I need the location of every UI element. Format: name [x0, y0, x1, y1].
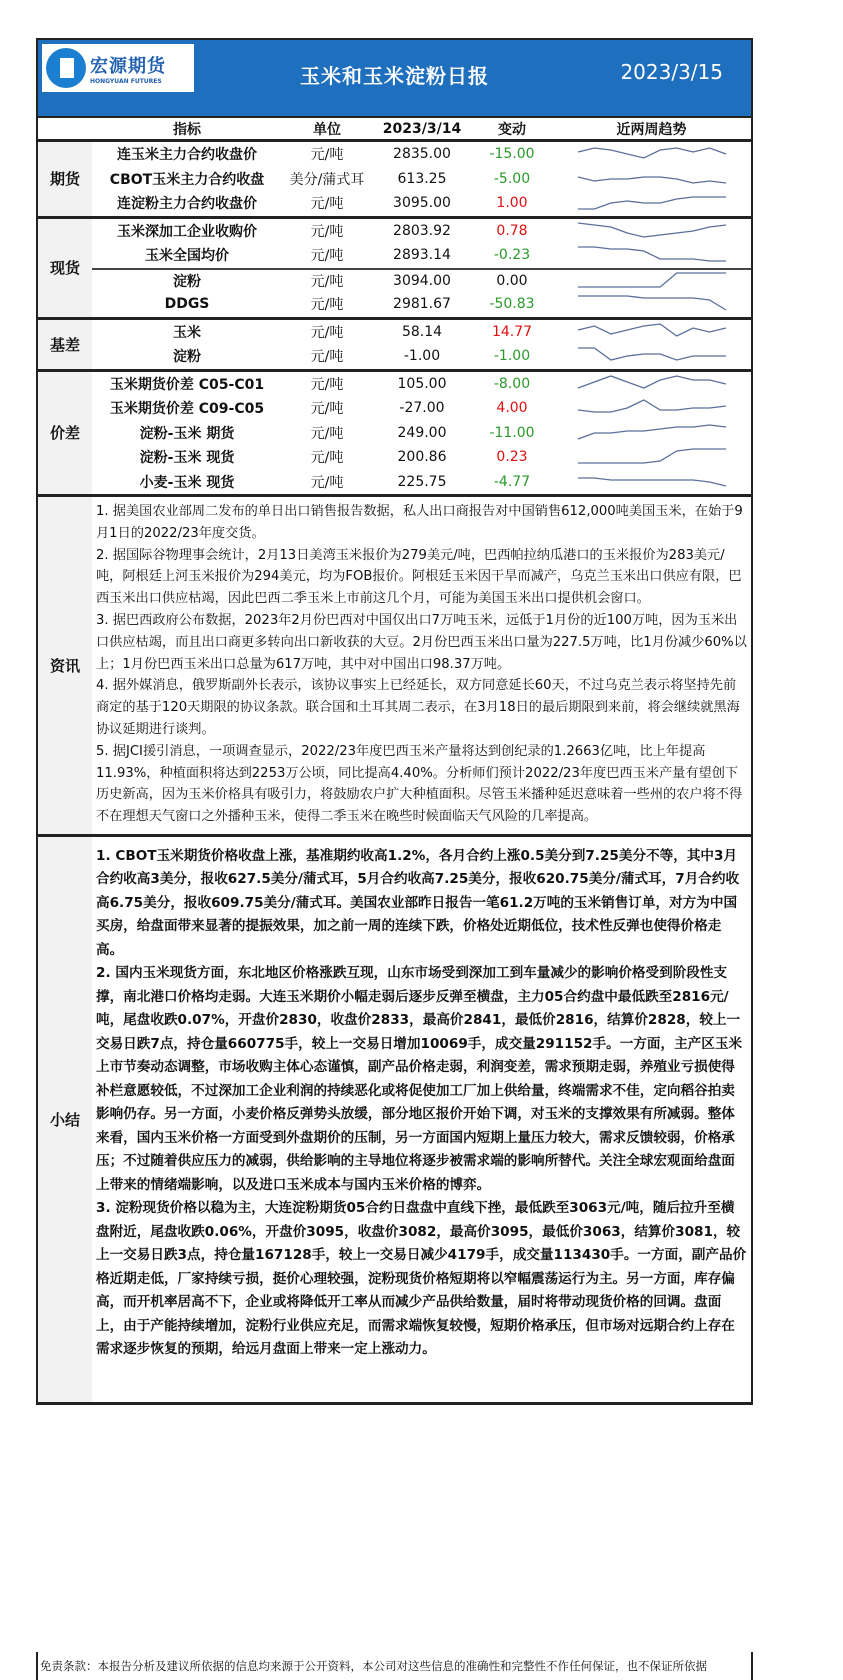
col-unit: 单位 [313, 121, 341, 138]
summary-paragraph: 2. 国内玉米现货方面，东北地区价格涨跌互现，山东市场受到深加工到车量减少的影响价格受到阶段性支撑，南北港口价格均走弱。大连玉米期价小幅走弱后逐步反弹至横盘，主力05合约盘中最低跌至2816元/吨，尾盘收跌0.07%，开盘价2830，收盘价2833，最高价2841，最低价2816，结算价2828，较上一交易日跌7点，持仓量660775手，较上一交易日增加10069手，成交量291152手。一方面，主产区玉米上市节奏动态调整，市场收购主体心态谨慎，副产品价格走弱，利润变差，需求预期走弱，养殖业亏损使得补栏意愿较低，不过深加工企业利润的持续恶化或将促使加工厂加上供给量，终端需求不佳，定向稻谷拍卖影响仍存。另一方面，小麦价格反弹势头放缓，部分地区报价开始下调，对玉米的支撑效果有所减弱。整体来看，国内玉米价格一方面受到外盘期价的压制，另一方面国内短期上量压力较大，需求反馈较弱，价格承压；不过随着供应压力的减弱，供给影响的主导地位将逐步被需求端的影响所替代。关注全球宏观面给盘面上带来的情绪端影响，以及进口玉米成本与国内玉米价格的博弈。 [96, 965, 743, 1193]
trend-sparkline [577, 343, 727, 365]
change: 0.00 [496, 272, 528, 289]
trend-sparkline [577, 444, 727, 466]
unit: 元/吨 [310, 349, 344, 366]
trend-sparkline [577, 268, 727, 290]
change: -11.00 [489, 424, 535, 441]
trend-line [578, 247, 726, 261]
value: 2981.67 [393, 296, 451, 313]
table-row [92, 421, 751, 446]
table-row [92, 191, 751, 216]
indicator-name: 玉米 [173, 324, 201, 341]
unit: 元/吨 [310, 297, 344, 314]
trend-line [578, 148, 726, 158]
section-3 [38, 372, 751, 498]
table-row [92, 142, 751, 167]
section-label: 现货 [38, 219, 92, 317]
change: -50.83 [489, 296, 535, 313]
summary-section [38, 837, 751, 1405]
indicator-name: 玉米深加工企业收购价 [117, 223, 257, 240]
indicator-name: 淀粉 [173, 273, 201, 290]
change: -1.00 [493, 348, 531, 365]
indicator-name: 玉米全国均价 [145, 248, 229, 265]
news-paragraph: 1. 据美国农业部周二发布的单日出口销售报告数据，私人出口商报告对中国销售612,000吨美国玉米，在始于9月1日的2022/23年度交货。 [96, 504, 743, 541]
unit: 元/吨 [310, 147, 344, 164]
indicator-name: 玉米期货价差 C05-C01 [109, 376, 265, 393]
section-label: 价差 [38, 372, 92, 495]
news-label: 资讯 [38, 497, 92, 834]
trend-line [578, 425, 726, 439]
trend-sparkline [577, 291, 727, 313]
col-trend: 近两周趋势 [616, 121, 687, 138]
table-row [92, 219, 751, 244]
trend-line [578, 296, 726, 310]
value: 200.86 [397, 449, 447, 466]
indicator-name: 连玉米主力合约收盘价 [117, 147, 257, 164]
trend-sparkline [577, 166, 727, 188]
change: -4.77 [493, 473, 531, 490]
report-header [38, 38, 751, 116]
trend-sparkline [577, 420, 727, 442]
logo-name: 宏源期货 [90, 55, 166, 77]
trend-line [578, 348, 726, 360]
news-section [38, 497, 751, 837]
table-header [38, 116, 751, 142]
unit: 元/吨 [310, 450, 344, 467]
section-label: 基差 [38, 320, 92, 369]
unit: 美分/蒲式耳 [289, 171, 365, 188]
table-row [92, 372, 751, 397]
trend-sparkline [577, 242, 727, 264]
value: 613.25 [397, 170, 447, 187]
indicator-name: 连淀粉主力合约收盘价 [117, 196, 257, 213]
unit: 元/吨 [310, 376, 344, 393]
trend-line [578, 400, 726, 412]
table-row [92, 243, 751, 268]
section-label: 期货 [38, 142, 92, 216]
table-row [92, 292, 751, 317]
value: 3095.00 [393, 195, 451, 212]
table-row [92, 320, 751, 345]
report-title: 玉米和玉米淀粉日报 [300, 64, 489, 88]
indicator-name: 淀粉-玉米 现货 [139, 450, 235, 467]
trend-line [578, 324, 726, 336]
unit: 元/吨 [310, 196, 344, 213]
value: 249.00 [397, 424, 447, 441]
trend-line [578, 376, 726, 388]
trend-sparkline [577, 395, 727, 417]
section-0 [38, 142, 751, 219]
unit: 元/吨 [310, 425, 344, 442]
disclaimer: 免责条款：本报告分析及建议所依据的信息均来源于公开资料，本公司对这些信息的准确性和完整性不作任何保证，也不保证所依据 [36, 1652, 753, 1680]
table-row [92, 167, 751, 192]
value: 105.00 [397, 375, 447, 392]
logo-name-en: HONGYUAN FUTURES [90, 77, 162, 85]
news-paragraph: 4. 据外媒消息，俄罗斯副外长表示，该协议事实上已经延长，双方同意延长60天，不过乌克兰表示将坚持先前商定的基于120天期限的协议条款。联合国和土耳其周二表示，在3月18日的最后期限到来前，将会继续就黑海协议延期进行谈判。 [96, 678, 740, 737]
unit: 元/吨 [310, 324, 344, 341]
trend-sparkline [577, 218, 727, 240]
trend-line [578, 478, 726, 486]
indicator-name: DDGS [164, 296, 210, 313]
change: 4.00 [496, 400, 528, 417]
section-2 [38, 320, 751, 372]
news-paragraph: 2. 据国际谷物理事会统计，2月13日美湾玉米报价为279美元/吨，巴西帕拉纳瓜港口的玉米报价为283美元/吨，阿根廷上河玉米报价为294美元，均为FOB报价。阿根廷玉米因干旱而减产，乌克兰玉米出口供应有限，巴西玉米出口供应枯竭，因此巴西二季玉米上市前这几个月，可能为美国玉米出口提供机会窗口。 [96, 547, 742, 607]
table-row [92, 396, 751, 421]
summary-paragraph: 3. 淀粉现货价格以稳为主，大连淀粉期货05合约日盘盘中直线下挫，最低跌至3063元/吨，随后拉升至横盘附近，尾盘收跌0.06%，开盘价3095，收盘价3082，最高价3095，最低价3063，结算价3081，较上一交易日跌3点，持仓量167128手，较上一交易日减少4179手，成交量113430手。一方面，副产品价格近期走低，厂家持续亏损，挺价心理较强，淀粉现货价格短期将以窄幅震荡运行为主。另一方面，库存偏高，而开机率居高不下，企业或将降低开工率从而减少产品供给数量，届时将带动现货价格的回调。盘面上，由于产能持续增加，淀粉行业供应充足，而需求端恢复较慢，短期价格承压，但市场对远期合约上存在需求逐步恢复的预期，给远月盘面上带来一定上涨动力。 [96, 1200, 747, 1358]
table-row [92, 445, 751, 470]
trend-line [578, 197, 726, 209]
trend-sparkline [577, 371, 727, 393]
change: -8.00 [493, 375, 531, 392]
trend-line [578, 223, 726, 237]
indicator-name: CBOT玉米主力合约收盘 [109, 171, 265, 188]
table-row [92, 470, 751, 495]
company-logo [42, 44, 194, 92]
table-row [92, 344, 751, 369]
change: 0.78 [496, 222, 528, 239]
unit: 元/吨 [310, 273, 344, 290]
col-indicator: 指标 [173, 121, 201, 138]
change: 1.00 [496, 195, 528, 212]
indicator-name: 淀粉 [173, 349, 201, 366]
change: -0.23 [493, 247, 531, 264]
unit: 元/吨 [310, 248, 344, 265]
change: 14.77 [491, 323, 533, 340]
unit: 元/吨 [310, 401, 344, 418]
unit: 元/吨 [310, 223, 344, 240]
value: 2803.92 [393, 222, 451, 239]
value: -27.00 [399, 400, 445, 417]
indicator-name: 小麦-玉米 现货 [139, 474, 235, 491]
indicator-name: 玉米期货价差 C09-C05 [109, 401, 265, 418]
section-1 [38, 219, 751, 320]
trend-sparkline [577, 469, 727, 491]
change: -5.00 [493, 170, 531, 187]
value: 3094.00 [393, 272, 451, 289]
news-paragraph: 3. 据巴西政府公布数据，2023年2月份巴西对中国仅出口7万吨玉米，远低于1月份的近100万吨，因为玉米出口供应枯竭，而且出口商更多转向出口新收获的大豆。2月份巴西玉米出口量为227.5万吨，比1月份减少60%以上；1月份巴西玉米出口总量为617万吨，其中对中国出口98.37万吨。 [96, 612, 747, 672]
logo-icon [46, 48, 86, 88]
report-date: 2023/3/15 [620, 60, 723, 84]
change: 0.23 [496, 449, 528, 466]
value: 2835.00 [393, 146, 451, 163]
trend-sparkline [577, 319, 727, 341]
col-date: 2023/3/14 [382, 120, 462, 137]
value: 2893.14 [393, 247, 451, 264]
value: 58.14 [401, 323, 443, 340]
col-change: 变动 [498, 121, 526, 138]
unit: 元/吨 [310, 474, 344, 491]
table-row [92, 268, 751, 293]
change: -15.00 [489, 146, 535, 163]
trend-line [578, 449, 726, 463]
report [36, 38, 753, 1405]
trend-line [578, 177, 726, 183]
trend-sparkline [577, 190, 727, 212]
value: -1.00 [403, 348, 441, 365]
trend-sparkline [577, 141, 727, 163]
value: 225.75 [397, 473, 447, 490]
indicator-name: 淀粉-玉米 期货 [139, 425, 235, 442]
trend-line [578, 273, 726, 287]
news-paragraph: 5. 据JCI援引消息，一项调查显示，2022/23年度巴西玉米产量将达到创纪录的1.2663亿吨，比上年提高11.93%，种植面积将达到2253万公顷，同比提高4.40%。分析师们预计2022/23年度巴西玉米产量有望创下历史新高，因为玉米价格具有吸引力，将鼓励农户扩大种植面积。尽管玉米播种延迟意味着一些州的农户将不得不在理想天气窗口之外播种玉米，使得二季玉米在晚些时候面临天气风险的几率提高。 [96, 743, 743, 825]
summary-label: 小结 [38, 837, 92, 1402]
summary-paragraph: 1. CBOT玉米期货价格收盘上涨，基准期约收高1.2%，各月合约上涨0.5美分到7.25美分不等，其中3月合约收高3美分，报收627.5美分/蒲式耳，5月合约收高7.25美分，报收620.75美分/蒲式耳，7月合约收高6.75美分，报收609.75美分/蒲式耳。美国农业部昨日报告一笔61.2万吨的玉米销售订单，对方为中国买房，给盘面带来显著的提振效果，加之前一周的连续下跌，价格处近期低位，技术性反弹也使得价格走高。 [96, 847, 740, 958]
